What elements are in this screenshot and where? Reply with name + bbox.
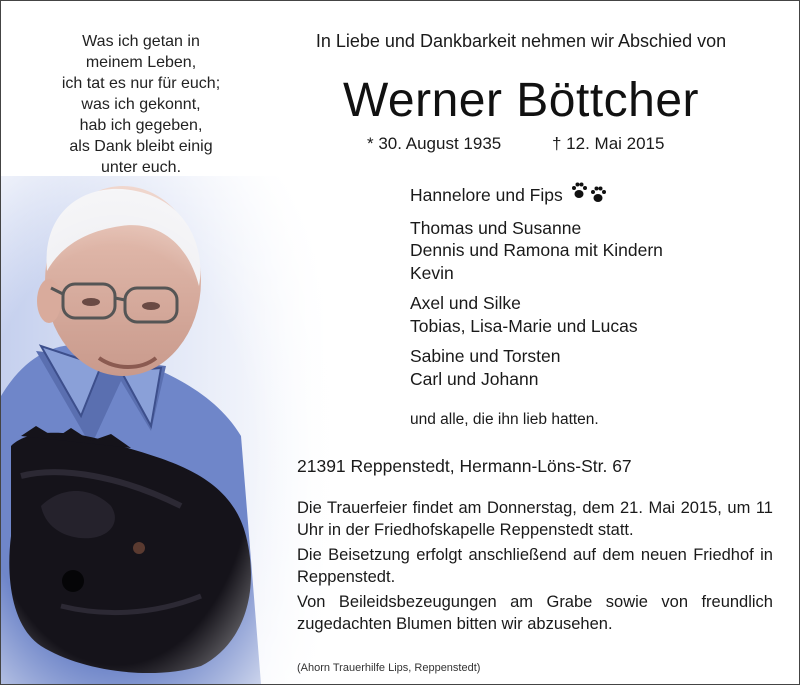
family-group (410, 292, 663, 337)
family-line: Carl und Johann (410, 368, 539, 389)
family-line: Kevin (410, 262, 454, 283)
portrait-photo (1, 176, 331, 684)
poem-line: als Dank bleibt einig (69, 138, 213, 155)
paw-prints-icon (571, 181, 609, 209)
address: 21391 Reppenstedt, Hermann-Löns-Str. 67 (297, 456, 632, 476)
funeral-home-credit: (Ahorn Trauerhilfe Lips, Reppenstedt) (297, 662, 481, 674)
condolence-request: Von Beileidsbezeugungen am Grabe sowie von freundlich zugedachten Blumen bitten wir abzusehen. (297, 593, 773, 633)
family-line (410, 181, 663, 209)
poem-line: ich tat es nur für euch; (61, 75, 221, 92)
poem (21, 31, 261, 178)
family-line: Sabine und Torsten (410, 346, 561, 366)
poem-line: unter euch. (100, 159, 182, 176)
family-line: Dennis und Ramona mit Kindern (410, 240, 663, 260)
poem-line: was ich gekonnt, (81, 96, 201, 113)
burial-info: Die Beisetzung erfolgt anschließend auf dem neuen Friedhof in Reppenstedt. (297, 546, 773, 586)
family-group (410, 181, 663, 209)
poem-line: hab ich gegeben, (79, 117, 203, 134)
service-info (297, 498, 773, 639)
family-line: Tobias, Lisa-Marie und Lucas (410, 315, 638, 336)
family-group (410, 217, 663, 285)
closing-line: und alle, die ihn lieb hatten. (410, 411, 599, 428)
family-line: Thomas und Susanne (410, 217, 582, 238)
intro-line: In Liebe und Dankbarkeit nehmen wir Abschied von (315, 31, 727, 51)
family-group (410, 345, 663, 390)
family-name: Hannelore und Fips (410, 185, 563, 205)
birth-date: * 30. August 1935 (367, 134, 502, 153)
death-date: † 12. Mai 2015 (552, 134, 665, 153)
family-list (410, 181, 663, 398)
poem-line: meinem Leben, (85, 54, 197, 71)
family-line: Axel und Silke (410, 293, 521, 313)
funeral-info: Die Trauerfeier findet am Donnerstag, dem 21. Mai 2015, um 11 Uhr in der Friedhofskapelle Reppenstedt statt. (297, 499, 773, 539)
poem-line: Was ich getan in (82, 33, 200, 50)
deceased-name: Werner Böttcher (342, 74, 700, 127)
